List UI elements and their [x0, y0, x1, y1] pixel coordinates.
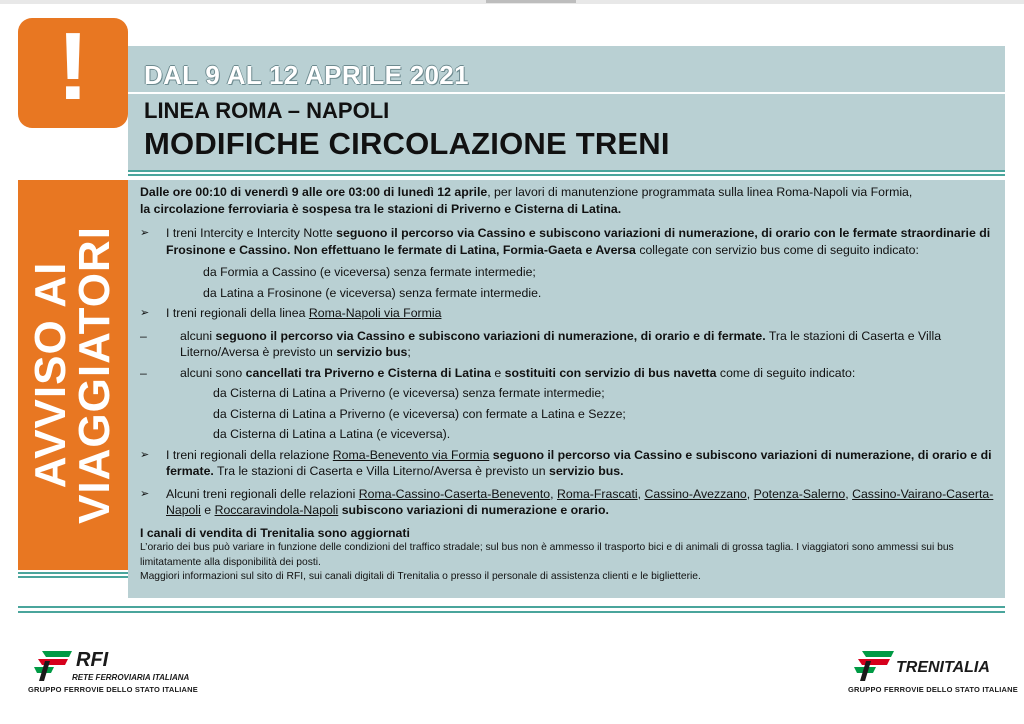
bus-route: da Formia a Cassino (e viceversa) senza fermate intermedie; [203, 265, 536, 279]
dash2-text: alcuni sono [180, 365, 246, 380]
header-divider [128, 92, 1005, 94]
side-text-wrap [18, 180, 128, 570]
dash2-bold2: sostituiti con servizio di bus navetta [504, 365, 717, 380]
side-label [26, 185, 119, 565]
bullet3-bold: seguono il percorso via Cassino e subiscono variazioni di numerazione, di orario e di fermate. [166, 447, 992, 478]
trenitalia-logo [848, 645, 1018, 695]
list-item [140, 225, 995, 258]
bus-route: da Latina a Frosinone (e viceversa) senza fermate intermedie. [203, 285, 542, 300]
dash1-text3: ; [407, 345, 411, 359]
dash-bullet: – [140, 365, 147, 380]
rfi-subtitle: RETE FERROVIARIA ITALIANA [72, 673, 190, 682]
rfi-group: GRUPPO FERROVIE DELLO STATO ITALIANE [28, 685, 198, 694]
link-route-3[interactable]: Cassino-Avezzano [644, 486, 747, 501]
dash2-text2: e [490, 365, 505, 380]
intro-bold: Dalle ore 00:10 di venerdì 9 alle ore 03:00 di lunedì 12 aprile [140, 185, 488, 199]
dash1-text: alcuni [180, 328, 216, 343]
intro-bold-2: la circolazione ferroviaria è sospesa tra le stazioni di Priverno e Cisterna di Latina. [140, 201, 622, 216]
info-note: Maggiori informazioni sul sito di RFI, sui canali digitali di Trenitalia o presso il personale di assistenza clienti e le biglietterie. [140, 571, 701, 582]
link-route-4[interactable]: Potenza-Salerno [753, 486, 846, 501]
header-date: DAL 9 AL 12 APRILE 2021 [144, 60, 469, 90]
top-notch [486, 0, 576, 3]
link-route-1[interactable]: Roma-Cassino-Caserta-Benevento [358, 486, 551, 501]
list-item [140, 447, 995, 480]
link-roma-benevento[interactable]: Roma-Benevento via Formia [332, 447, 490, 462]
link-route-6[interactable]: Roccaravindola-Napoli [214, 503, 339, 517]
link-roma-napoli[interactable]: Roma-Napoli via Formia [308, 306, 442, 320]
dash1-text2: Tra le stazioni di Caserta e Villa Literno/Aversa è previsto un [180, 328, 942, 359]
sep: , [637, 486, 645, 501]
side-rule [18, 572, 128, 580]
bullet2-text: I treni regionali della linea [166, 306, 309, 320]
bus-route: da Cisterna di Latina a Priverno (e viceversa) con fermate a Latina e Sezze; [213, 406, 626, 421]
rfi-logo [28, 645, 228, 695]
trenitalia-name: TRENITALIA [896, 659, 990, 676]
dash2-text3: come di seguito indicato: [716, 365, 856, 380]
arrow-bullet-icon: ➢ [140, 487, 150, 500]
dash1-bold: seguono il percorso via Cassino e subiscono variazioni di numerazione, di orario e di fermate. [215, 328, 766, 343]
body-content [140, 184, 995, 585]
side-label-line2: VIAGGIATORI [70, 226, 119, 524]
dash1-bold2: servizio bus [336, 345, 408, 359]
link-route-5[interactable]: Cassino-Vairano-Caserta-Napoli [166, 486, 994, 517]
intro-paragraph [140, 184, 995, 217]
sep: e [200, 503, 215, 517]
rfi-name: RFI [76, 649, 109, 671]
sep: , [845, 486, 853, 501]
arrow-bullet-icon: ➢ [140, 227, 150, 239]
bullet3-bold2: servizio bus. [549, 464, 624, 478]
bullet3-text2: Tra le stazioni di Caserta e Villa Literno/Aversa è previsto un [213, 464, 549, 478]
intro-text: , per lavori di manutenzione programmata sulla linea Roma-Napoli via Formia, [487, 185, 913, 199]
bullet1-text2: collegate con servizio bus come di seguito indicato: [635, 242, 919, 257]
bullet1-bold: seguono il percorso via Cassino e subiscono variazioni di numerazione, di orario con le fermate straordinarie di Frosinone e Cassino. Non effettuano le fermate di Latina, Formia-Gaeta e Aversa [166, 226, 991, 257]
bus-route: da Cisterna di Latina a Latina (e viceversa). [213, 427, 451, 441]
header-subtitle: LINEA ROMA – NAPOLI [144, 98, 390, 123]
bus-note: L’orario dei bus può variare in funzione delle condizioni del traffico stradale; sul bus non è ammesso il trasporto bici e di animali di grossa taglia. I viaggiatori sono ammessi sui bus limitatamente alla disponibilità dei posti. [140, 542, 954, 568]
sep: , [550, 486, 557, 501]
list-item [140, 486, 995, 519]
dash-bullet: – [140, 328, 147, 343]
side-label-line1: AVVISO AI [26, 261, 75, 489]
bullet4-bold: subiscono variazioni di numerazione e orario. [338, 503, 609, 517]
sep: , [746, 486, 754, 501]
dash-item [140, 365, 995, 382]
dash-item [140, 328, 995, 361]
dash2-bold: cancellati tra Priverno e Cisterna di Latina [245, 365, 491, 380]
bullet1-text: I treni Intercity e Intercity Notte [166, 226, 337, 240]
list-item [140, 305, 995, 322]
footer-rule [18, 606, 1005, 616]
link-route-2[interactable]: Roma-Frascati [556, 486, 638, 501]
trenitalia-group: GRUPPO FERROVIE DELLO STATO ITALIANE [848, 685, 1018, 694]
fs-logo-icon [848, 645, 900, 683]
bus-route: da Cisterna di Latina a Priverno (e viceversa) senza fermate intermedie; [213, 386, 605, 400]
bullet3-text: I treni regionali della relazione [166, 447, 333, 462]
fs-logo-icon [28, 645, 78, 683]
arrow-bullet-icon: ➢ [140, 307, 150, 319]
page-title: MODIFICHE CIRCOLAZIONE TRENI [144, 126, 670, 161]
bullet4-text: Alcuni treni regionali delle relazioni [166, 486, 359, 501]
exclamation-icon: ! [57, 13, 89, 120]
header-rule [128, 170, 1005, 178]
arrow-bullet-icon: ➢ [140, 448, 150, 461]
channels-note: I canali di vendita di Trenitalia sono aggiornati [140, 525, 410, 540]
